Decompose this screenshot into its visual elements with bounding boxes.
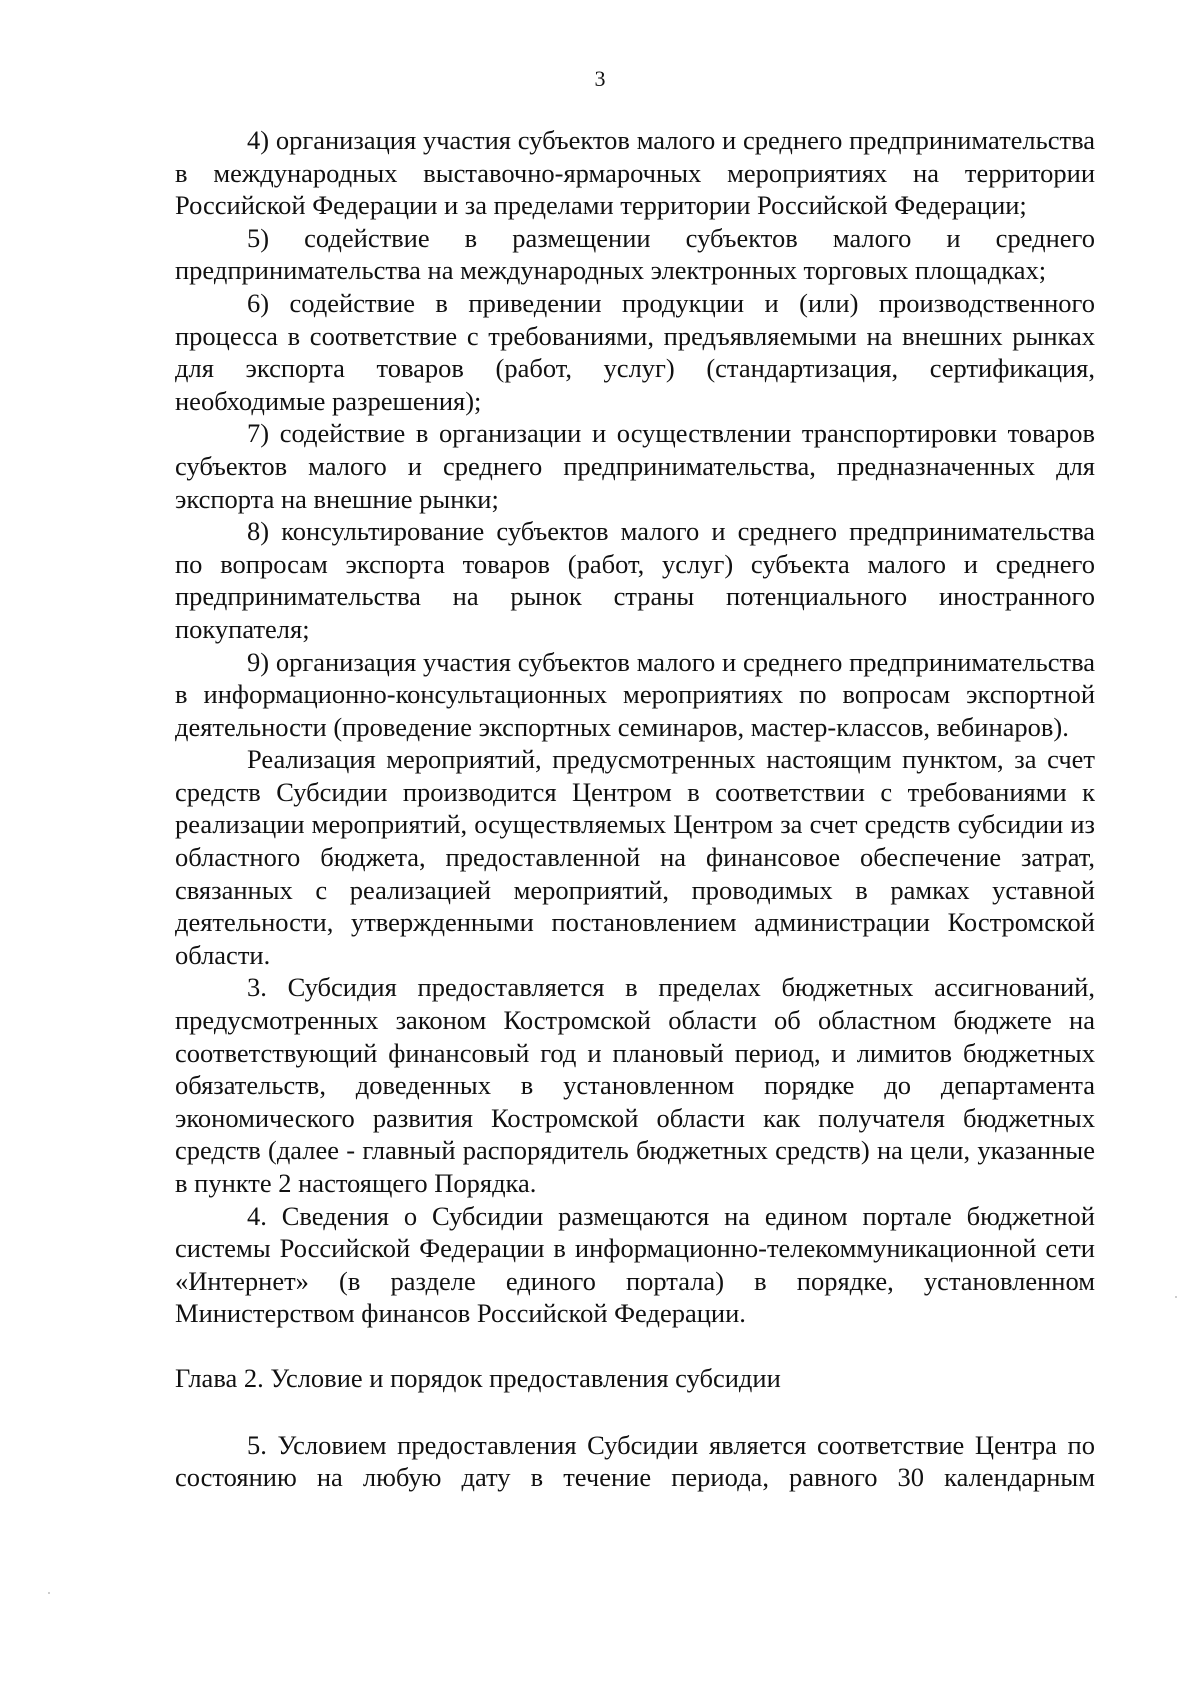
clause-4: 4. Сведения о Субсидии размещаются на едином портале бюджетной системы Российской Федерации в информационно-телекоммуникационной сети «Интернет» (в разделе единого портала) в порядке, установленном Министерством финансов Российской Федерации. [175, 1200, 1095, 1329]
list-item-4: 4) организация участия субъектов малого и среднего предпринимательства в международных выставочно-ярмарочных мероприятиях на территории Российской Федерации и за пределами территории Российской Федерации; [175, 125, 1095, 221]
scan-dust-mark [48, 1592, 50, 1594]
implementation-paragraph: Реализация мероприятий, предусмотренных настоящим пунктом, за счет средств Субсидии производится Центром в соответствии с требованиями к реализации мероприятий, осуществляемых Центром за счет средств субсидии из областного бюджета, предоставленной на финансовое обеспечение затрат, связанных с реализацией мероприятий, проводимых в рамках уставной деятельности, утвержденными постановлением администрации Костромской области. [175, 744, 1095, 970]
chapter-heading: Глава 2. Условие и порядок предоставления субсидии [175, 1362, 781, 1393]
clause-3: 3. Субсидия предоставляется в пределах бюджетных ассигнований, предусмотренных законом Костромской области об областном бюджете на соответствующий финансовый год и плановый период, и лимитов бюджетных обязательств, доведенных в установленном порядке до департамента экономического развития Костромской области как получателя бюджетных средств (далее - главный распорядитель бюджетных средств) на цели, указанные в пункте 2 настоящего Порядка. [175, 972, 1095, 1198]
list-item-9: 9) организация участия субъектов малого и среднего предпринимательства в информационно-консультационных мероприятиях по вопросам экспортной деятельности (проведение экспортных семинаров, мастер-классов, вебинаров). [175, 646, 1095, 742]
list-item-8: 8) консультирование субъектов малого и среднего предпринимательства по вопросам экспорта товаров (работ, услуг) субъекта малого и среднего предпринимательства на рынок страны потенциального иностранного покупателя; [175, 516, 1095, 644]
list-item-6: 6) содействие в приведении продукции и (или) производственного процесса в соответствие с требованиями, предъявляемыми на внешних рынках для экспорта товаров (работ, услуг) (стандартизация, сертификация, необходимые разрешения); [175, 287, 1095, 416]
document-body [175, 124, 1095, 1494]
scan-dust-mark [1175, 1296, 1177, 1298]
page-number: 3 [594, 66, 606, 91]
clause-5: 5. Условием предоставления Субсидии является соответствие Центра по состоянию на любую дату в течение периода, равного 30 календарным [175, 1429, 1095, 1493]
list-item-5: 5) содействие в размещении субъектов малого и среднего предпринимательства на международных электронных торговых площадках; [175, 222, 1095, 286]
list-item-7: 7) содействие в организации и осуществлении транспортировки товаров субъектов малого и среднего предпринимательства, предназначенных для экспорта на внешние рынки; [175, 418, 1095, 514]
